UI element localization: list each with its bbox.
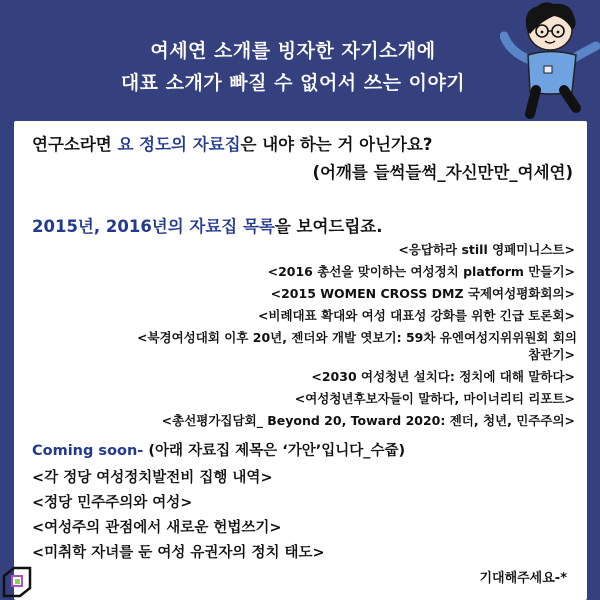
coming-soon-label: Coming soon-	[32, 443, 144, 459]
header-banner	[0, 0, 600, 120]
upcoming-item: <미취학 자녀를 둔 여성 유권자의 정치 태도>	[32, 545, 325, 561]
publication-item: <비례대표 확대와 여성 대표성 강화를 위한 긴급 토론회>	[257, 308, 575, 323]
catalog-heading	[32, 213, 383, 237]
publication-item: <2030 여성청년 설치다: 정치에 대해 말하다>	[311, 369, 575, 384]
content-card	[14, 121, 587, 600]
intro-aside: (어깨를 들썩들썩_자신만만_여세연)	[312, 163, 573, 182]
publication-item: <북경여성대회 이후 20년, 젠더와 개발 엿보기: 59차 유엔여성지위위원회 회의	[136, 330, 577, 345]
upcoming-item: <정당 민주주의와 여성>	[32, 495, 193, 511]
intro-question-suffix: 은 내야 하는 거 아닌가요?	[240, 135, 433, 154]
publication-item: <2015 WOMEN CROSS DMZ 국제여성평화회의>	[270, 286, 575, 301]
publication-item: <총선평가집담회_ Beyond 20, Toward 2020: 젠더, 청년, 민주주의>	[161, 413, 575, 428]
header-title-line-1: 여세연 소개를 빙자한 자기소개에	[150, 40, 436, 62]
intro-question-highlight: 요 정도의 자료집	[117, 135, 241, 154]
coming-soon-note: (아래 자료집 제목은 ‘가안’입니다_수줍)	[143, 443, 406, 459]
intro-question-prefix: 연구소라면	[32, 135, 118, 154]
organization-logo-icon	[0, 566, 34, 600]
catalog-heading-suffix: 을 보여드립죠.	[274, 217, 383, 236]
closing-note: 기대해주세요-*	[479, 571, 567, 586]
publication-item-continued: 참관기>	[528, 347, 575, 362]
publication-item: <응답하라 still 영페미니스트>	[398, 242, 575, 257]
publication-item: <2016 총선을 맞이하는 여성정치 platform 만들기>	[267, 264, 575, 279]
catalog-heading-highlight: 2015년, 2016년의 자료집 목록	[32, 217, 275, 236]
coming-soon-line	[32, 439, 405, 460]
mascot-character-illustration	[500, 0, 600, 120]
upcoming-item: <각 정당 여성정치발전비 집행 내역>	[32, 470, 273, 486]
publication-item: <여성청년후보자들이 말하다, 마이너리티 리포트>	[294, 391, 575, 406]
header-title-line-2: 대표 소개가 빠질 수 없어서 쓰는 이야기	[120, 72, 466, 94]
upcoming-item: <여성주의 관점에서 새로운 헌법쓰기>	[32, 520, 282, 536]
intro-question	[32, 131, 432, 155]
